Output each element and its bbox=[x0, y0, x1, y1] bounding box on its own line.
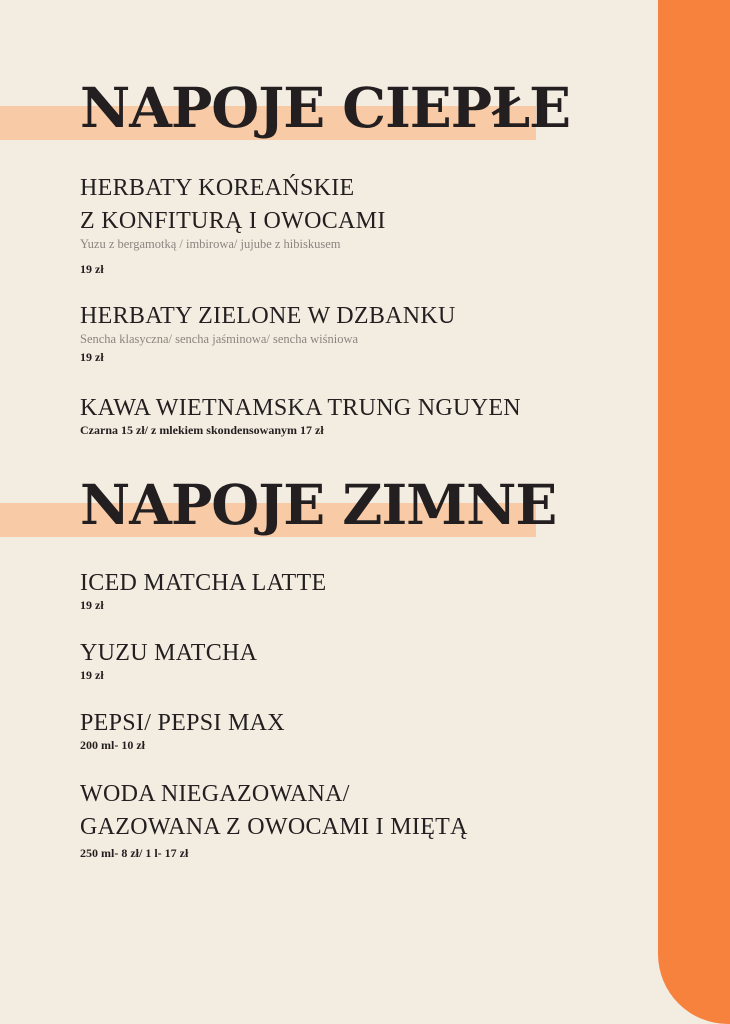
item-name: YUZU MATCHA bbox=[80, 640, 258, 666]
item-name: WODA NIEGAZOWANA/ bbox=[80, 781, 350, 807]
item-price: 19 zł bbox=[80, 350, 104, 364]
menu-item-vietnamese-coffee bbox=[80, 392, 521, 438]
item-name: GAZOWANA Z OWOCAMI I MIĘTĄ bbox=[80, 814, 468, 840]
section-title-cold: NAPOJE ZIMNE bbox=[80, 472, 557, 537]
item-name: PEPSI/ PEPSI MAX bbox=[80, 710, 285, 736]
menu-item-korean-tea bbox=[80, 172, 386, 277]
orange-side-bar bbox=[658, 0, 730, 1024]
item-name: HERBATY ZIELONE W DZBANKU bbox=[80, 303, 456, 329]
item-price: 19 zł bbox=[80, 598, 104, 612]
menu-item-green-tea bbox=[80, 300, 456, 365]
item-name: HERBATY KOREAŃSKIE bbox=[80, 175, 355, 201]
menu-item-water bbox=[80, 778, 468, 861]
menu-item-yuzu-matcha bbox=[80, 637, 257, 683]
item-price: 200 ml- 10 zł bbox=[80, 738, 145, 752]
item-name: ICED MATCHA LATTE bbox=[80, 570, 327, 596]
item-name: Z KONFITURĄ I OWOCAMI bbox=[80, 208, 386, 234]
item-price: Czarna 15 zł/ z mlekiem skondensowanym 17 zł bbox=[80, 423, 324, 437]
item-price: 19 zł bbox=[80, 262, 104, 276]
item-price: 250 ml- 8 zł/ 1 l- 17 zł bbox=[80, 846, 189, 860]
item-name: KAWA WIETNAMSKA TRUNG NGUYEN bbox=[80, 395, 521, 421]
menu-item-iced-matcha-latte bbox=[80, 567, 326, 613]
item-description: Sencha klasyczna/ sencha jaśminowa/ sencha wiśniowa bbox=[80, 332, 359, 346]
section-title-hot: NAPOJE CIEPŁE bbox=[80, 75, 571, 140]
item-price: 19 zł bbox=[80, 668, 104, 682]
menu-item-pepsi bbox=[80, 707, 285, 753]
item-description: Yuzu z bergamotką / imbirowa/ jujube z hibiskusem bbox=[80, 237, 341, 251]
